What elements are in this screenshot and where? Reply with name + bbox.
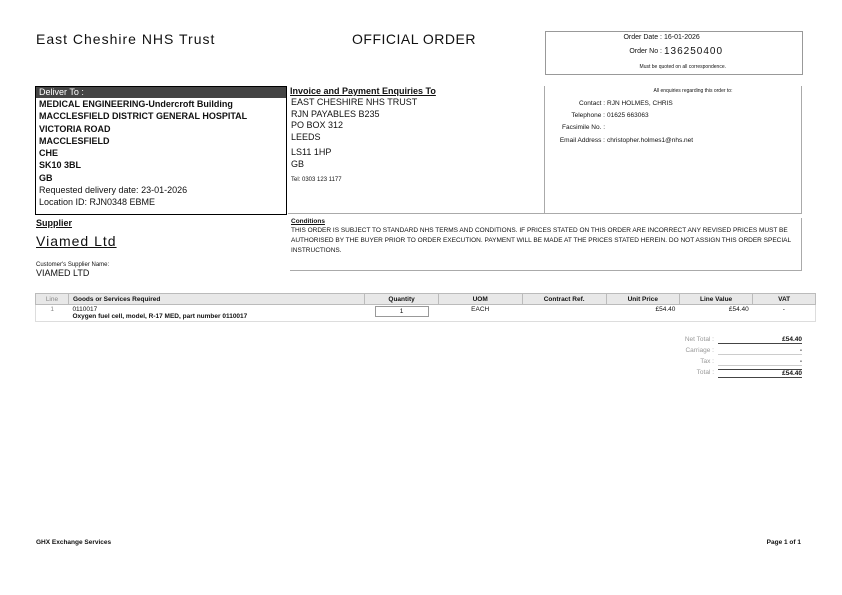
deliver-line: SK10 3BL — [39, 160, 82, 171]
invoice-line: PO BOX 312 — [291, 120, 344, 131]
col-line: Line — [36, 294, 69, 305]
carriage-row — [640, 347, 802, 358]
contact-box — [545, 86, 802, 214]
email-label: Email Address : — [559, 137, 605, 144]
telephone-value: 01625 663063 — [607, 112, 649, 119]
customer-supplier-value: VIAMED LTD — [36, 268, 90, 278]
conditions-text: THIS ORDER IS SUBJECT TO STANDARD NHS TERMS AND CONDITIONS. IF PRICES STATED ON THIS ORDER ARE INCORRECT ANY REVISED PRICES MUST BE AUTHORISED BY THE BUYER PRIOR TO ORDER EXECUTION. PAYMENT WILL BE MADE AT THE PRICES STATED HEREIN. DO NOT ASSIGN THIS ORDER SPECIAL INSTRUCTIONS. — [291, 227, 791, 254]
deliver-line: MACCLESFIELD — [39, 135, 110, 146]
totals-block — [640, 336, 802, 380]
telephone-label: Telephone : — [571, 112, 605, 119]
row-quantity-cell — [365, 305, 438, 322]
row-unit-price: £54.40 — [606, 305, 679, 322]
fax-label: Facsimile No. : — [562, 124, 605, 131]
trust-name: East Cheshire NHS Trust — [36, 31, 216, 47]
total-row — [640, 369, 802, 380]
supplier-heading: Supplier — [36, 218, 73, 228]
total-value: £54.40 — [718, 369, 802, 378]
row-uom: EACH — [438, 305, 522, 322]
col-quantity: Quantity — [365, 294, 438, 305]
order-no-label: Order No : — [629, 48, 662, 55]
deliver-line: GB — [39, 172, 53, 183]
row-code: 0110017 — [72, 306, 98, 313]
contact-note: All enquiries regarding this order to: — [653, 88, 733, 94]
invoice-line: RJN PAYABLES B235 — [291, 108, 380, 119]
net-total-value: £54.40 — [718, 336, 802, 344]
row-contract — [522, 305, 606, 322]
row-description: Oxygen fuel cell, model, R-17 MED, part number 0110017 — [72, 313, 248, 320]
footer-page-number: Page 1 of 1 — [766, 539, 801, 546]
deliver-line: VICTORIA ROAD — [39, 123, 111, 134]
col-line-value: Line Value — [679, 294, 752, 305]
table-header-row — [36, 294, 816, 305]
row-line-value: £54.40 — [679, 305, 752, 322]
carriage-label: Carriage : — [685, 347, 714, 354]
row-line: 1 — [36, 305, 69, 322]
col-contract: Contract Ref. — [522, 294, 606, 305]
tax-label: Tax : — [700, 358, 714, 365]
document-title: OFFICIAL ORDER — [352, 31, 476, 47]
order-no-value: 136250400 — [664, 46, 724, 57]
customer-supplier-label: Customer's Supplier Name: — [36, 262, 110, 268]
col-unit-price: Unit Price — [606, 294, 679, 305]
deliver-line: MACCLESFIELD DISTRICT GENERAL HOSPITAL — [39, 111, 248, 122]
invoice-line: GB — [291, 158, 305, 169]
col-uom: UOM — [438, 294, 522, 305]
invoice-line: LS11 1HP — [291, 147, 332, 158]
deliver-line: MEDICAL ENGINEERING-Undercroft Building — [39, 99, 233, 109]
row-vat: - — [753, 305, 816, 322]
net-total-label: Net Total : — [684, 336, 714, 343]
total-label: Total : — [696, 369, 714, 376]
table-row — [36, 305, 816, 322]
order-no-note: Must be quoted on all correspondence. — [639, 64, 726, 70]
tax-value: - — [718, 358, 802, 366]
tax-row — [640, 358, 802, 369]
conditions-box — [290, 218, 802, 271]
row-goods — [68, 305, 364, 322]
order-items-table — [35, 293, 816, 322]
order-date-label: Order Date : — [623, 34, 662, 41]
supplier-name: Viamed Ltd — [36, 233, 117, 249]
order-date-value: 16-01-2026 — [664, 34, 700, 41]
conditions-heading: Conditions — [291, 218, 325, 225]
col-vat: VAT — [753, 294, 816, 305]
contact-value: RJN HOLMES, CHRIS — [607, 100, 673, 107]
contact-label: Contact : — [578, 100, 605, 107]
deliver-line: CHE — [39, 148, 59, 159]
invoice-line: LEEDS — [291, 131, 321, 142]
invoice-tel: Tel: 0303 123 1177 — [291, 176, 342, 183]
order-info-box — [545, 31, 803, 75]
invoice-line: EAST CHESHIRE NHS TRUST — [291, 97, 418, 107]
deliver-to-heading: Deliver To : — [36, 87, 286, 98]
location-id: Location ID: RJN0348 EBME — [39, 197, 156, 208]
footer-service: GHX Exchange Services — [36, 539, 112, 546]
email-value: christopher.holmes1@nhs.net — [607, 137, 694, 144]
row-quantity: 1 — [375, 306, 429, 317]
invoice-box — [288, 86, 545, 214]
deliver-to-box — [35, 86, 287, 215]
col-goods: Goods or Services Required — [68, 294, 364, 305]
requested-delivery-date: Requested delivery date: 23-01-2026 — [39, 185, 188, 196]
invoice-heading: Invoice and Payment Enquiries To — [290, 86, 436, 96]
net-total-row — [640, 336, 802, 347]
carriage-value: - — [718, 347, 802, 355]
